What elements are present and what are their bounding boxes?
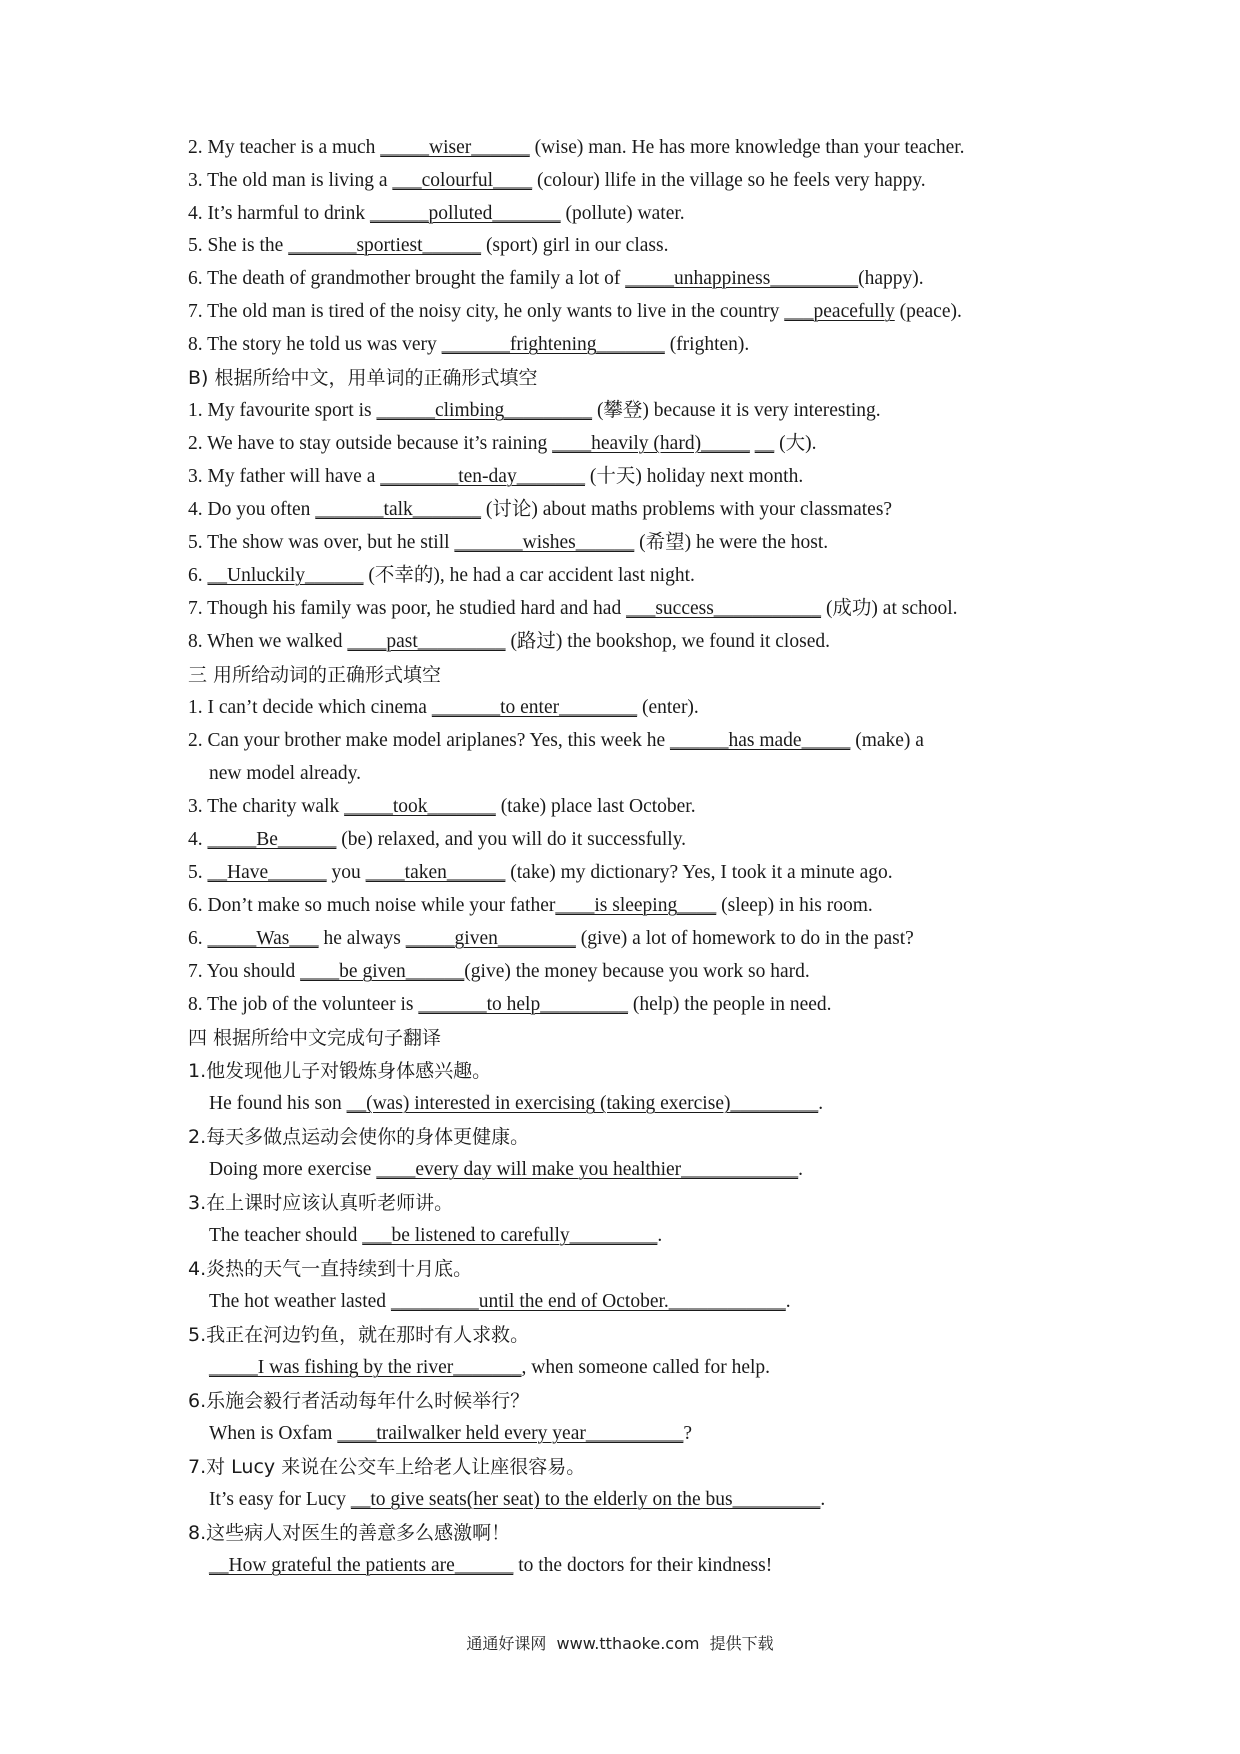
line-text: 8. The story he told us was very: [188, 334, 442, 355]
answer-blank: _______to enter________: [431, 697, 638, 718]
section-heading: [188, 1322, 529, 1348]
answer-blank: _____I was fishing by the river_______: [209, 1357, 522, 1378]
line-text: 6.: [188, 928, 208, 949]
exercise-line: [188, 464, 803, 490]
exercise-line: [209, 1421, 692, 1447]
line-text: 四 根据所给中文完成句子翻译: [188, 1027, 442, 1049]
line-text: (be) relaxed, and you will do it successfully.: [336, 829, 687, 850]
line-text: (colour) llife in the village so he feels very happy.: [532, 170, 926, 191]
line-text: B) 根据所给中文，用单词的正确形式填空: [188, 367, 538, 389]
exercise-line: [188, 168, 926, 194]
line-text: 4.炎热的天气一直持续到十月底。: [188, 1258, 473, 1280]
line-text: The teacher should: [209, 1225, 363, 1246]
answer-blank: _______wishes______: [454, 532, 635, 553]
line-text: 7.对 Lucy 来说在公交车上给老人让座很容易。: [188, 1456, 586, 1478]
section-heading: [188, 365, 538, 391]
answer-blank: ___colourful____: [392, 170, 533, 191]
line-text: (成功) at school.: [821, 598, 958, 619]
line-text: (make) a: [850, 730, 924, 751]
line-text: It’s easy for Lucy: [209, 1489, 351, 1510]
answer-blank: __Have______: [207, 862, 327, 883]
answer-blank: _____unhappiness_________: [625, 268, 859, 289]
answer-blank: ____taken______: [365, 862, 506, 883]
answer-blank: _____Be______: [207, 829, 337, 850]
line-text: The hot weather lasted: [209, 1291, 391, 1312]
line-text: 5.我正在河边钓鱼，就在那时有人求救。: [188, 1324, 530, 1346]
exercise-line: [188, 695, 699, 721]
line-text: 3.在上课时应该认真听老师讲。: [188, 1192, 454, 1214]
answer-blank: __: [754, 433, 775, 454]
answer-blank: ______polluted_______: [369, 203, 561, 224]
line-text: (take) my dictionary? Yes, I took it a minute ago.: [505, 862, 893, 883]
line-text: (讨论) about maths problems with your classmates?: [481, 499, 893, 520]
answer-blank: ________ten-day_______: [380, 466, 585, 487]
line-text: .: [820, 1489, 826, 1510]
exercise-line: [188, 497, 892, 523]
line-text: 2. We have to stay outside because it’s raining: [188, 433, 553, 454]
line-text: 2. My teacher is a much: [188, 137, 381, 158]
line-text: 7. You should: [188, 961, 301, 982]
answer-blank: ___success___________: [626, 598, 822, 619]
line-text: (希望) he were the host.: [634, 532, 829, 553]
line-text: 4. It’s harmful to drink: [188, 203, 370, 224]
line-text: 7. Though his family was poor, he studied hard and had: [188, 598, 627, 619]
answer-blank: ______has made_____: [669, 730, 851, 751]
exercise-line: [188, 827, 686, 853]
answer-blank: _________until the end of October.____________: [390, 1291, 786, 1312]
line-text: .: [798, 1159, 804, 1180]
exercise-line: [188, 135, 965, 161]
line-text: (sleep) in his room.: [716, 895, 873, 916]
line-text: 1. I can’t decide which cinema: [188, 697, 432, 718]
line-text: 2.每天多做点运动会使你的身体更健康。: [188, 1126, 530, 1148]
line-text: (frighten).: [664, 334, 750, 355]
line-text: (不幸的), he had a car accident last night.: [363, 565, 695, 586]
line-text: (wise) man. He has more knowledge than your teacher.: [529, 137, 965, 158]
line-text: 2. Can your brother make model ariplanes? Yes, this week he: [188, 730, 670, 751]
line-text: (sport) girl in our class.: [481, 235, 669, 256]
section-heading: [188, 1124, 529, 1150]
line-text: 1. My favourite sport is: [188, 400, 377, 421]
answer-blank: __Unluckily______: [207, 565, 364, 586]
exercise-line: [188, 926, 914, 952]
exercise-line: [188, 992, 832, 1018]
line-text: 4. Do you often: [188, 499, 316, 520]
line-text: (give) the money because you work so hard.: [464, 961, 810, 982]
line-text: , when someone called for help.: [521, 1357, 771, 1378]
line-text: (peace).: [894, 301, 962, 322]
line-text: .: [818, 1093, 824, 1114]
exercise-line: [188, 893, 873, 919]
exercise-line: [209, 1091, 823, 1117]
line-text: .: [657, 1225, 663, 1246]
line-text: 6.乐施会毅行者活动每年什么时候举行？: [188, 1390, 530, 1412]
line-text: 5.: [188, 862, 208, 883]
line-text: 6.: [188, 565, 208, 586]
section-heading: [188, 1025, 441, 1051]
exercise-line: [188, 959, 810, 985]
line-text: (enter).: [637, 697, 699, 718]
exercise-line: [209, 1289, 791, 1315]
answer-blank: _______sportiest______: [288, 235, 482, 256]
line-text: 6. The death of grandmother brought the family a lot of: [188, 268, 626, 289]
exercise-line: [209, 1157, 803, 1183]
answer-blank: _____Was___: [207, 928, 319, 949]
line-text: (pollute) water.: [560, 203, 685, 224]
line-text: (大).: [774, 433, 817, 454]
line-text: (take) place last October.: [495, 796, 696, 817]
exercise-line: [188, 299, 962, 325]
exercise-line: [209, 1553, 772, 1579]
exercise-line: [188, 728, 924, 754]
answer-blank: ___be listened to carefully_________: [362, 1225, 658, 1246]
line-text: 5. She is the: [188, 235, 289, 256]
answer-blank: ____every day will make you healthier____________: [376, 1159, 799, 1180]
answer-blank: _______talk_______: [315, 499, 482, 520]
exercise-line: [188, 629, 830, 655]
exercise-line: [209, 761, 361, 787]
exercise-line: [188, 596, 958, 622]
exercise-line: [188, 332, 749, 358]
exercise-line: [188, 398, 881, 424]
line-text: ?: [683, 1423, 693, 1444]
line-text: (十天) holiday next month.: [584, 466, 804, 487]
exercise-line: [188, 563, 695, 589]
line-text: When is Oxfam: [209, 1423, 338, 1444]
answer-blank: ____trailwalker held every year__________: [337, 1423, 684, 1444]
answer-blank: _______frightening_______: [441, 334, 665, 355]
line-text: (攀登) because it is very interesting.: [592, 400, 881, 421]
section-heading: [188, 1454, 585, 1480]
exercise-line: [188, 431, 816, 457]
exercise-line: [188, 860, 893, 886]
answer-blank: __How grateful the patients are______: [209, 1555, 514, 1576]
line-text: (happy).: [858, 268, 924, 289]
answer-blank: __to give seats(her seat) to the elderly on the bus_________: [350, 1489, 821, 1510]
line-text: (路过) the bookshop, we found it closed.: [505, 631, 830, 652]
line-text: (help) the people in need.: [627, 994, 832, 1015]
exercise-line: [209, 1355, 770, 1381]
line-text: Doing more exercise: [209, 1159, 377, 1180]
exercise-line: [188, 201, 685, 227]
line-text: new model already.: [209, 763, 361, 784]
answer-blank: ___peacefully: [784, 301, 895, 322]
line-text: he always: [318, 928, 406, 949]
answer-blank: ______climbing_________: [376, 400, 593, 421]
line-text: you: [326, 862, 366, 883]
answer-blank: _____took_______: [344, 796, 496, 817]
answer-blank: ____heavily (hard)_____: [552, 433, 750, 454]
line-text: 8. The job of the volunteer is: [188, 994, 419, 1015]
exercise-line: [188, 266, 924, 292]
answer-blank: _____given________: [405, 928, 576, 949]
answer-blank: __(was) interested in exercising (taking exercise)_________: [346, 1093, 819, 1114]
exercise-line: [209, 1223, 662, 1249]
answer-blank: _______to help_________: [418, 994, 628, 1015]
section-heading: [188, 1520, 510, 1546]
section-heading: [188, 1058, 491, 1084]
exercise-line: [209, 1487, 825, 1513]
line-text: to the doctors for their kindness!: [513, 1555, 773, 1576]
exercise-line: [188, 794, 696, 820]
section-heading: [188, 1256, 472, 1282]
line-text: 3. My father will have a: [188, 466, 381, 487]
line-text: (give) a lot of homework to do in the past?: [575, 928, 914, 949]
line-text: 3. The old man is living a: [188, 170, 393, 191]
line-text: 8.这些病人对医生的善意多么感激啊！: [188, 1522, 511, 1544]
line-text: 3. The charity walk: [188, 796, 345, 817]
page-footer: 通通好课网 www.tthaoke.com 提供下载: [466, 1634, 774, 1653]
exercise-line: [188, 530, 828, 556]
section-heading: [188, 662, 441, 688]
line-text: 三 用所给动词的正确形式填空: [188, 664, 442, 686]
answer-blank: ____be given______: [300, 961, 465, 982]
answer-blank: ____is sleeping____: [555, 895, 717, 916]
answer-blank: ____past_________: [347, 631, 506, 652]
section-heading: [188, 1388, 529, 1414]
line-text: 5. The show was over, but he still: [188, 532, 455, 553]
line-text: 6. Don’t make so much noise while your father: [188, 895, 556, 916]
line-text: He found his son: [209, 1093, 347, 1114]
line-text: .: [785, 1291, 791, 1312]
answer-blank: _____wiser______: [380, 137, 530, 158]
line-text: 7. The old man is tired of the noisy city, he only wants to live in the country: [188, 301, 785, 322]
section-heading: [188, 1190, 453, 1216]
line-text: 1.他发现他儿子对锻炼身体感兴趣。: [188, 1060, 492, 1082]
line-text: 8. When we walked: [188, 631, 348, 652]
line-text: 4.: [188, 829, 208, 850]
exercise-line: [188, 233, 668, 259]
